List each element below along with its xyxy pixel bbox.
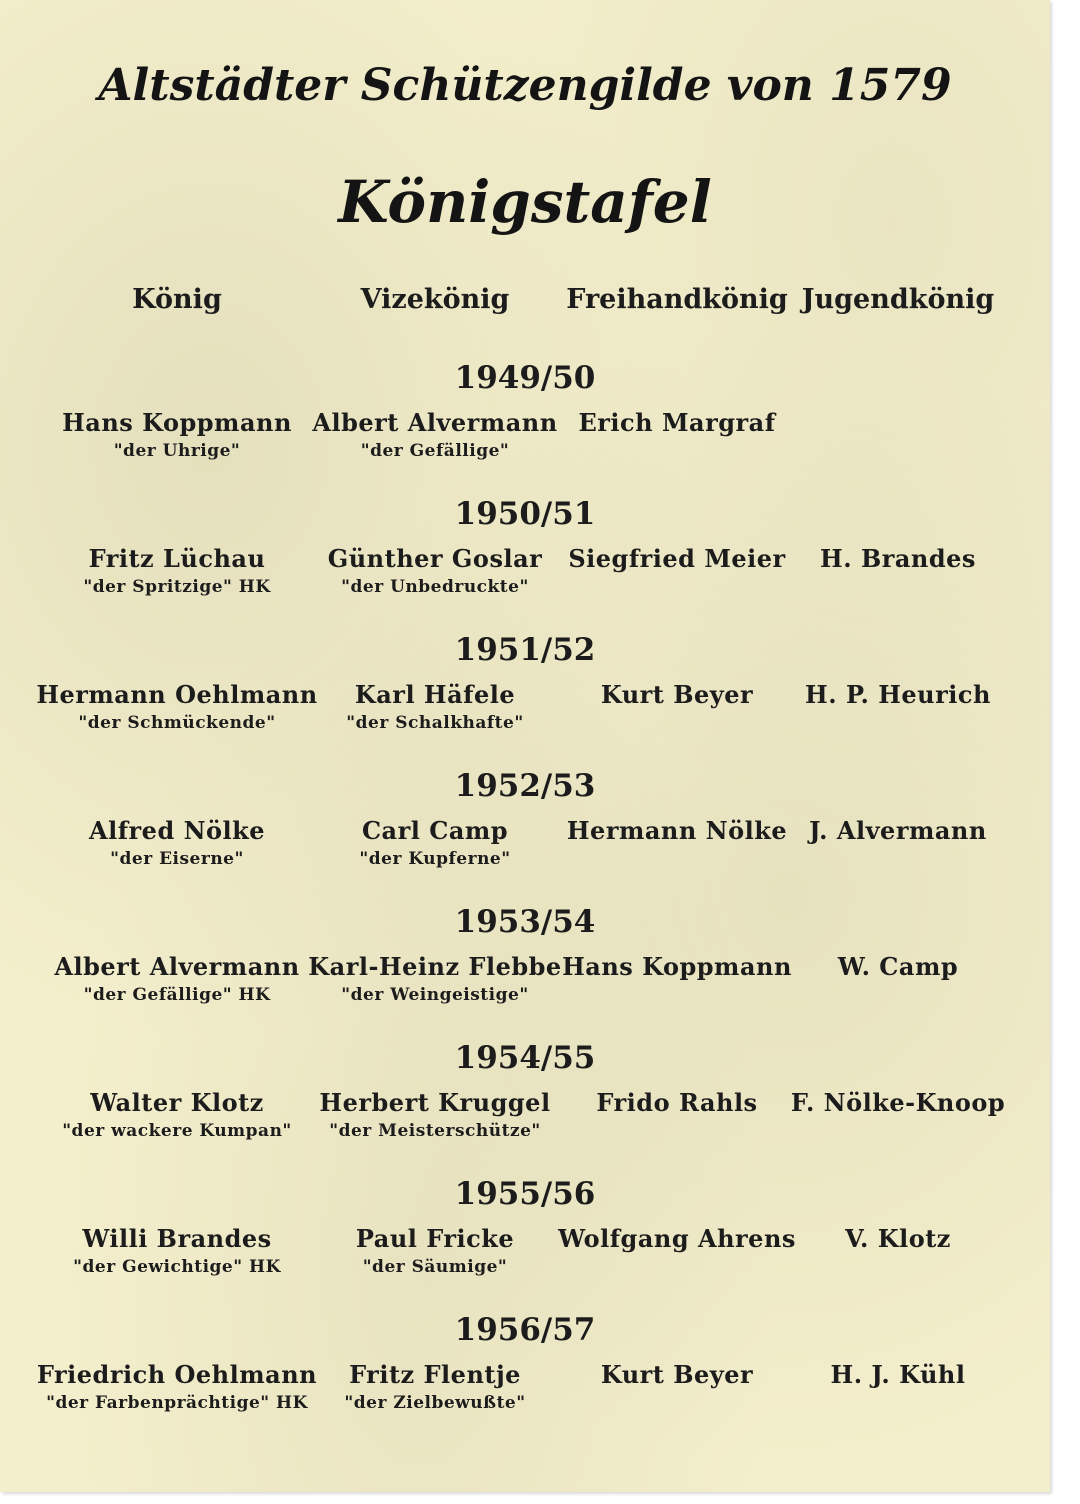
jugend-name: J. Alvermann bbox=[809, 816, 987, 845]
vize-name: Karl-Heinz Flebbe bbox=[308, 952, 562, 981]
year-heading: 1949/50 bbox=[454, 360, 596, 396]
entry-koenig bbox=[73, 1224, 281, 1277]
entry-vize bbox=[319, 1088, 550, 1141]
year-heading: 1955/56 bbox=[454, 1176, 596, 1212]
vize-nickname: "der Schalkhafte" bbox=[346, 713, 524, 733]
koenig-name: Willi Brandes bbox=[82, 1224, 272, 1253]
jugend-name: V. Klotz bbox=[845, 1224, 951, 1253]
freihand-name: Frido Rahls bbox=[596, 1088, 758, 1117]
document-title: Altstädter Schützengilde von 1579 bbox=[98, 60, 952, 111]
document-subtitle: Königstafel bbox=[338, 168, 712, 236]
entry-freihand bbox=[558, 1224, 796, 1253]
freihand-name: Hermann Nölke bbox=[566, 816, 788, 845]
koenig-nickname: "der Spritzige" HK bbox=[83, 577, 271, 597]
koenig-nickname: "der Schmückende" bbox=[78, 713, 276, 733]
koenig-name: Friedrich Oehlmann bbox=[36, 1360, 318, 1389]
entry-jugend bbox=[820, 544, 976, 573]
vize-nickname: "der Kupferne" bbox=[359, 849, 511, 869]
jugend-name: W. Camp bbox=[837, 952, 959, 981]
vize-nickname: "der Säumige" bbox=[362, 1257, 508, 1277]
koenig-name: Walter Klotz bbox=[90, 1088, 264, 1117]
entry-koenig bbox=[62, 1088, 292, 1141]
freihand-name: Kurt Beyer bbox=[600, 680, 754, 709]
entry-jugend bbox=[805, 680, 991, 709]
koenig-name: Hermann Oehlmann bbox=[36, 680, 318, 709]
koenig-nickname: "der Eiserne" bbox=[110, 849, 244, 869]
year-heading: 1952/53 bbox=[454, 768, 596, 804]
jugend-name: F. Nölke-Knoop bbox=[790, 1088, 1006, 1117]
vize-name: Carl Camp bbox=[361, 816, 509, 845]
koenig-nickname: "der Uhrige" bbox=[113, 441, 241, 461]
freihand-name: Siegfried Meier bbox=[568, 544, 786, 573]
entry-koenig bbox=[62, 408, 292, 461]
koenig-name: Hans Koppmann bbox=[62, 408, 292, 437]
vize-nickname: "der Zielbewußte" bbox=[344, 1393, 526, 1413]
vize-name: Günther Goslar bbox=[327, 544, 543, 573]
koenig-name: Albert Alvermann bbox=[54, 952, 300, 981]
entry-freihand bbox=[578, 408, 775, 437]
entry-vize bbox=[308, 952, 561, 1005]
vize-name: Fritz Flentje bbox=[349, 1360, 521, 1389]
year-heading: 1954/55 bbox=[454, 1040, 596, 1076]
jugend-name: H. Brandes bbox=[820, 544, 976, 573]
entry-freihand bbox=[562, 952, 792, 981]
vize-nickname: "der Weingeistige" bbox=[341, 985, 529, 1005]
vize-name: Paul Fricke bbox=[355, 1224, 515, 1253]
koenig-name: Alfred Nölke bbox=[88, 816, 266, 845]
entry-freihand bbox=[568, 544, 785, 573]
entry-jugend bbox=[809, 816, 987, 845]
column-header-jugendkoenig: Jugendkönig bbox=[801, 284, 995, 315]
column-header-freihandkoenig: Freihandkönig bbox=[566, 284, 788, 315]
entry-koenig bbox=[89, 816, 265, 869]
vize-name: Karl Häfele bbox=[354, 680, 516, 709]
vize-nickname: "der Gefällige" bbox=[360, 441, 510, 461]
freihand-name: Kurt Beyer bbox=[600, 1360, 754, 1389]
entry-vize bbox=[344, 1360, 525, 1413]
koenig-nickname: "der Farbenprächtige" HK bbox=[46, 1393, 308, 1413]
column-header-koenig: König bbox=[132, 284, 222, 315]
koenig-nickname: "der wackere Kumpan" bbox=[62, 1121, 292, 1141]
entry-koenig bbox=[37, 1360, 317, 1413]
entry-freihand bbox=[601, 680, 753, 709]
entry-freihand bbox=[601, 1360, 753, 1389]
entry-vize bbox=[359, 816, 510, 869]
column-header-vizekoenig: Vizekönig bbox=[360, 284, 510, 315]
entry-freihand bbox=[567, 816, 787, 845]
vize-nickname: "der Unbedruckte" bbox=[341, 577, 529, 597]
vize-nickname: "der Meisterschütze" bbox=[329, 1121, 541, 1141]
year-heading: 1953/54 bbox=[454, 904, 596, 940]
entry-jugend bbox=[831, 1360, 966, 1389]
entry-vize bbox=[356, 1224, 514, 1277]
jugend-name: H. J. Kühl bbox=[830, 1360, 966, 1389]
entry-koenig bbox=[83, 544, 270, 597]
year-heading: 1950/51 bbox=[454, 496, 596, 532]
jugend-name: H. P. Heurich bbox=[805, 680, 991, 709]
koenig-nickname: "der Gefällige" HK bbox=[83, 985, 271, 1005]
entry-koenig bbox=[36, 680, 317, 733]
year-heading: 1951/52 bbox=[454, 632, 596, 668]
entry-jugend bbox=[791, 1088, 1005, 1117]
vize-name: Albert Alvermann bbox=[312, 408, 558, 437]
entry-vize bbox=[346, 680, 523, 733]
vize-name: Herbert Kruggel bbox=[319, 1088, 551, 1117]
entry-freihand bbox=[596, 1088, 757, 1117]
entry-koenig bbox=[54, 952, 299, 1005]
entry-jugend bbox=[845, 1224, 951, 1253]
freihand-name: Wolfgang Ahrens bbox=[558, 1224, 796, 1253]
entry-jugend bbox=[838, 952, 958, 981]
entry-vize bbox=[312, 408, 557, 461]
freihand-name: Erich Margraf bbox=[578, 408, 776, 437]
koenig-nickname: "der Gewichtige" HK bbox=[73, 1257, 281, 1277]
year-heading: 1956/57 bbox=[454, 1312, 596, 1348]
entry-vize bbox=[328, 544, 543, 597]
koenig-name: Fritz Lüchau bbox=[88, 544, 266, 573]
freihand-name: Hans Koppmann bbox=[562, 952, 792, 981]
